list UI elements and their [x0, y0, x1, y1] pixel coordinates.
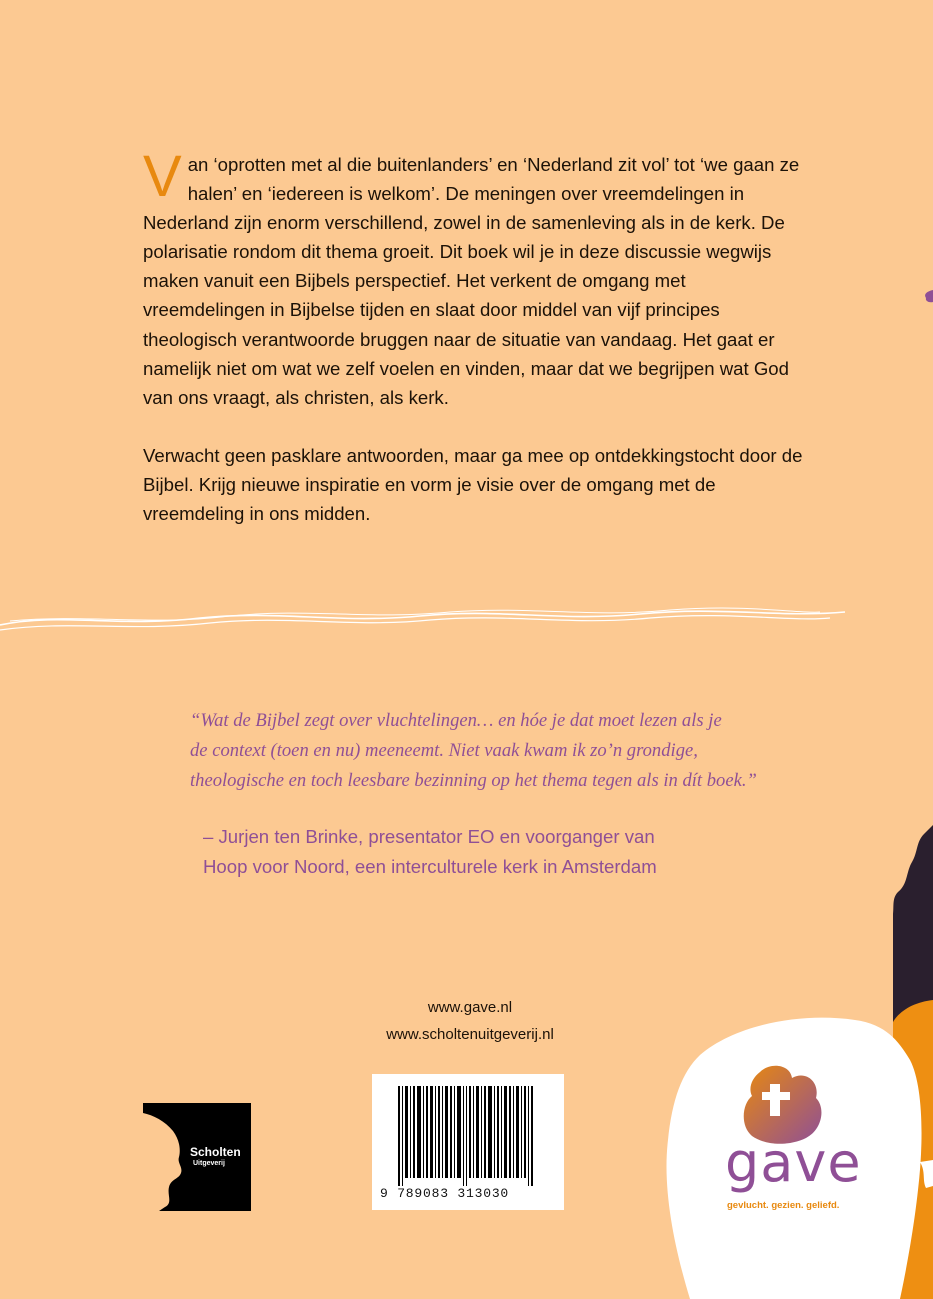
- isbn-digits: 9 789083 313030: [380, 1186, 510, 1201]
- attribution-line: – Jurjen ten Brinke, presentator EO en voorganger van: [203, 826, 655, 847]
- publisher-name: Scholten: [190, 1145, 241, 1159]
- blurb-paragraph-2: Verwacht geen pasklare antwoorden, maar ga mee op ontdekkingstocht door de Bijbel. Krijg nieuwe inspiratie en vorm je visie over de omgang met de vreemdeling in ons midden.: [143, 444, 803, 525]
- attribution-line: Hoop voor Noord, een interculturele kerk in Amsterdam: [203, 856, 657, 877]
- publisher-sub: Uitgeverij: [193, 1160, 225, 1167]
- gave-tagline: gevlucht. gezien. geliefd.: [727, 1200, 840, 1211]
- quote-line: de context (toen en nu) meeneemt. Niet vaak kwam ik zo’n grondige,: [190, 740, 698, 761]
- drop-cap: V: [143, 144, 182, 209]
- website-scholten[interactable]: www.scholtenuitgeverij.nl: [386, 1026, 554, 1043]
- quote-line: “Wat de Bijbel zegt over vluchtelingen… en hóe je dat moet lezen als je: [190, 710, 722, 731]
- blurb-paragraph-1-text: an ‘oprotten met al die buitenlanders’ en ‘Nederland zit vol’ tot ‘we gaan ze halen’ en ‘iedereen is welkom’. De meningen over vreemdelingen in Nederland zijn enorm verschillend, zowel in de samenleving als in de kerk. De polarisatie rondom dit thema groeit. Dit boek wil je in deze discussie wegwijs maken vanuit een Bijbels perspectief. Het verkent de omgang met vreemdelingen in Bijbelse tijden en slaat door middel van vijf principes theologisch verantwoorde bruggen naar de situatie van vandaag. Het gaat er namelijk niet om wat we zelf voelen en vinden, maar dat we begrijpen wat God van ons vraagt, als christen, als kerk.: [143, 154, 800, 408]
- quote-line: theologische en toch leesbare bezinning op het thema tegen als in dít boek.”: [190, 770, 757, 791]
- website-gave[interactable]: www.gave.nl: [427, 999, 513, 1016]
- gave-wordmark: gave: [725, 1131, 862, 1194]
